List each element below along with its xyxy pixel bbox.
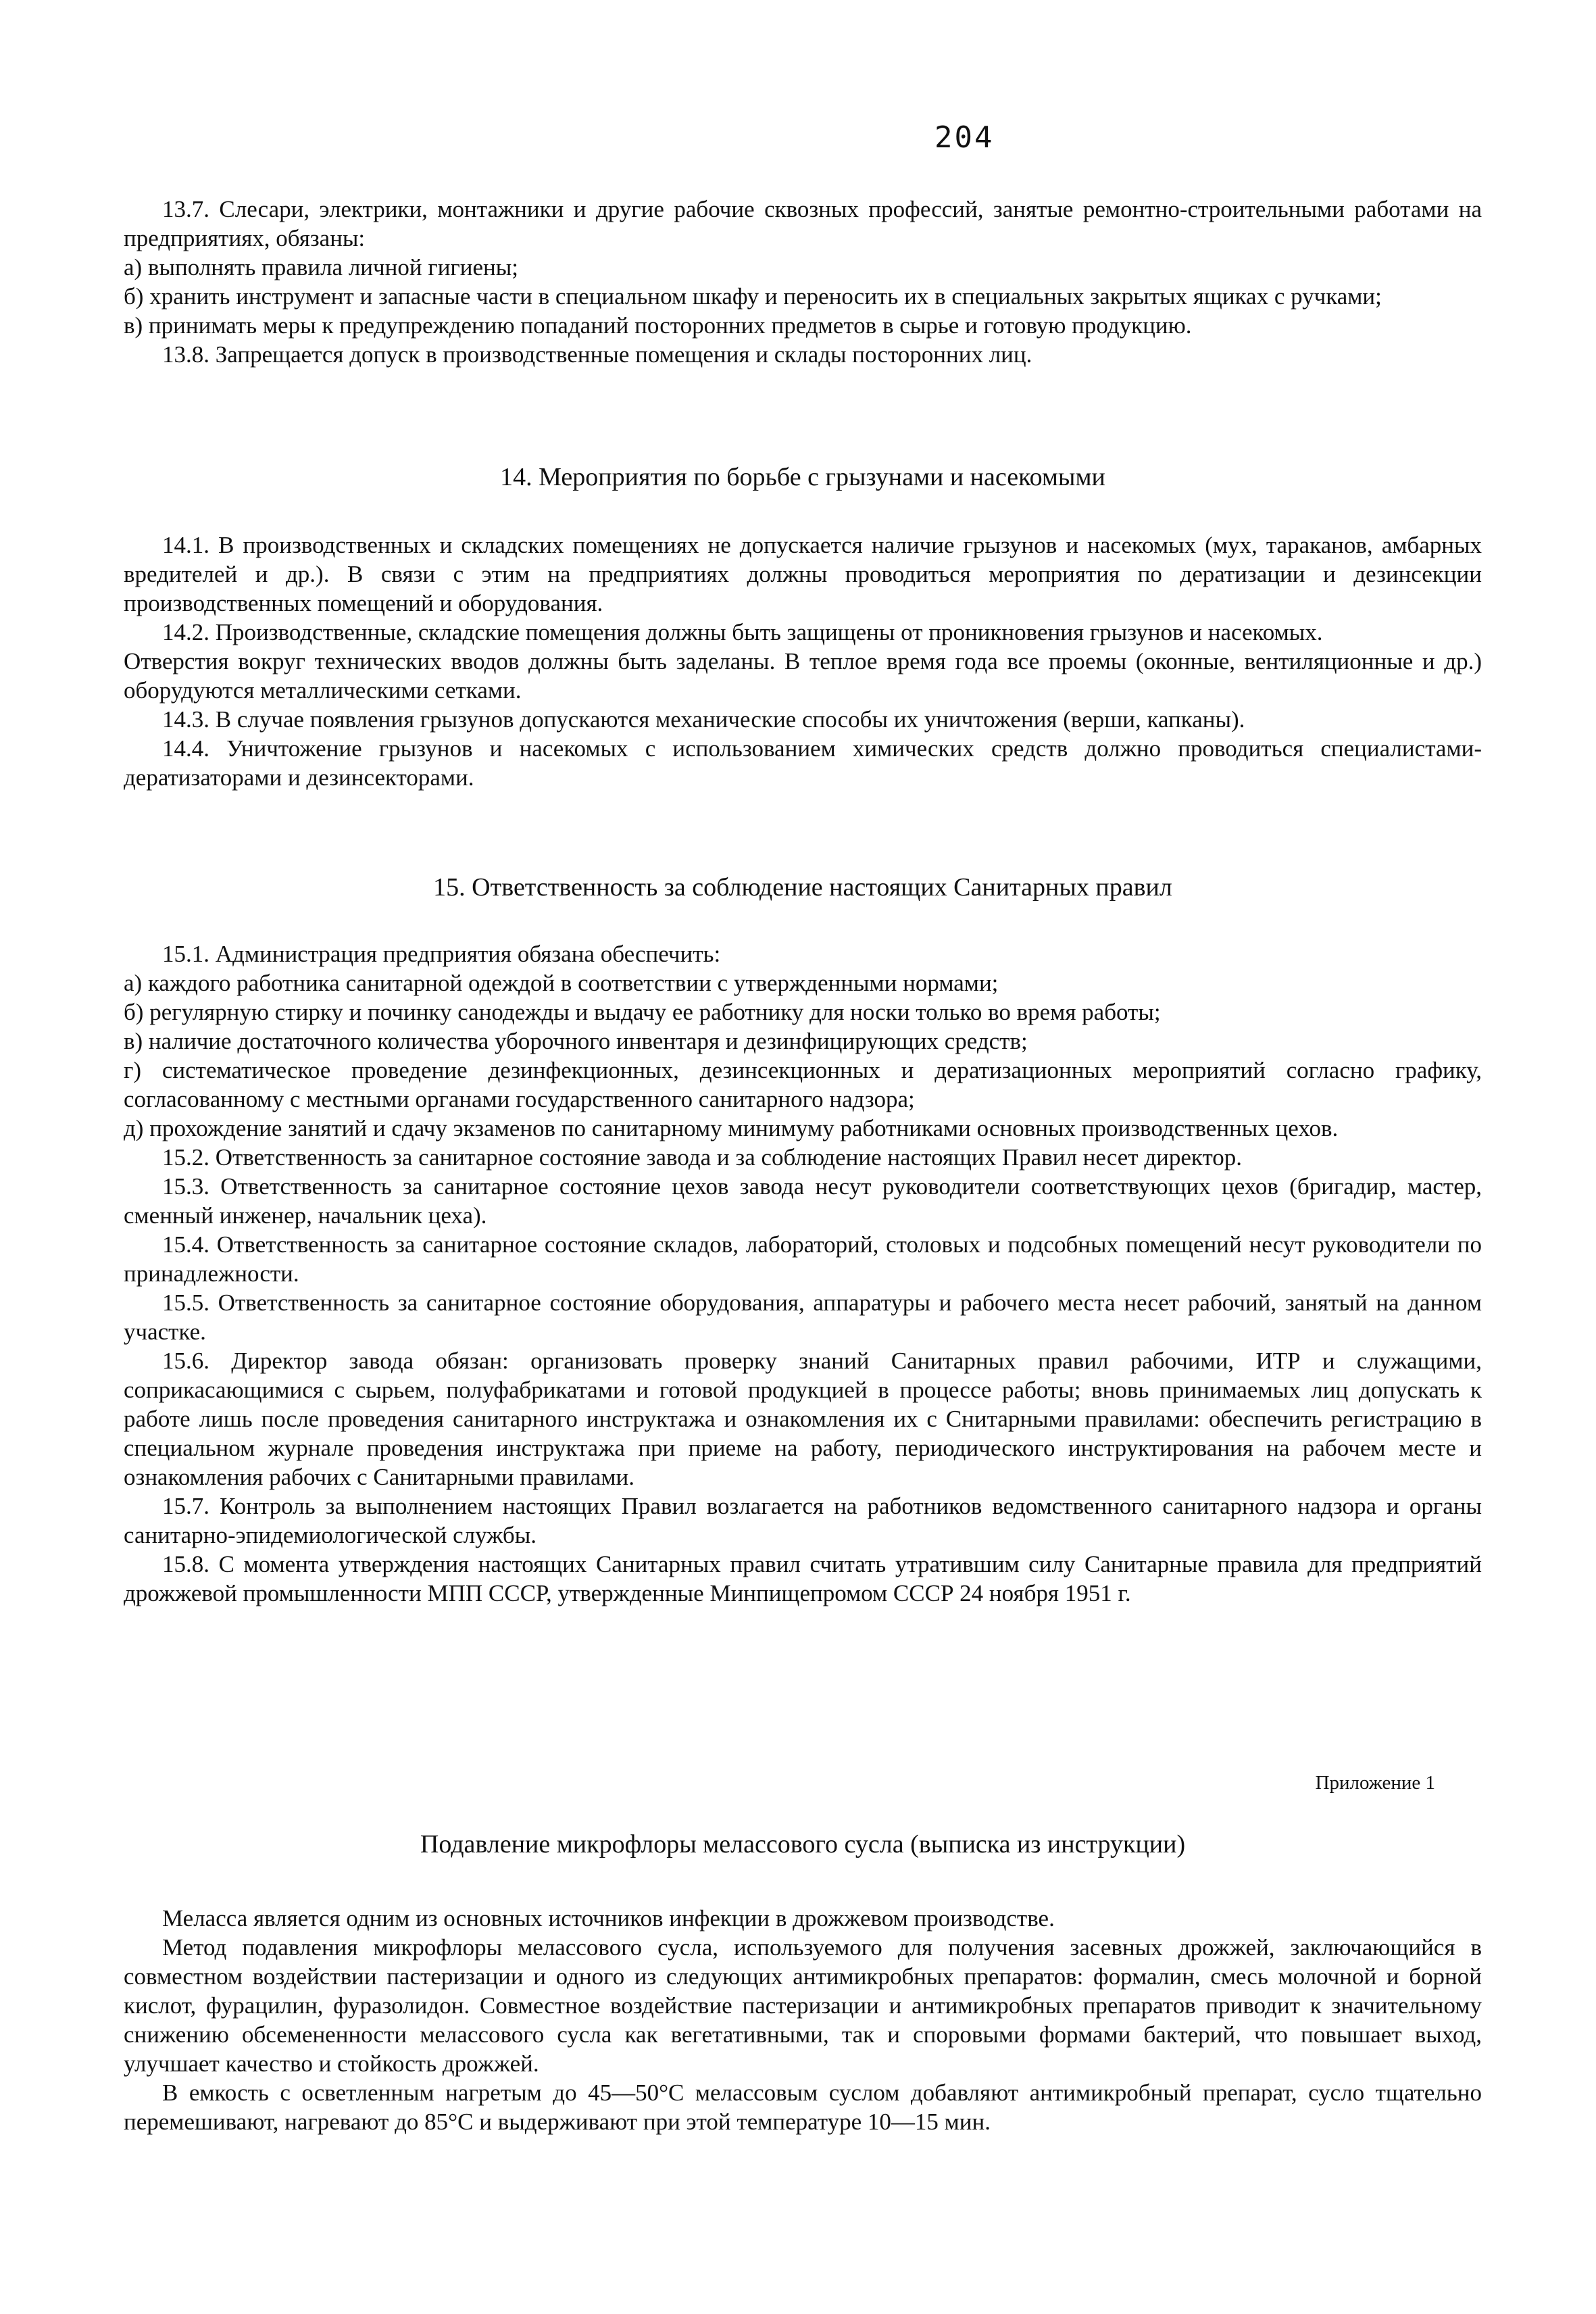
section-14-body (124, 531, 1482, 792)
appendix-heading: Подавление микрофлоры мелассового сусла (выписка из инструкции) (420, 1830, 1186, 1858)
section-13-body (124, 195, 1482, 369)
paragraph-14-2-holes: Отверстия вокруг технических вводов должны быть заделаны. В теплое время года все проемы (оконные, вентиляционные и др.) оборудуются металлическими сетками. (124, 648, 1482, 704)
appendix-paragraph-3: В емкость с осветленным нагретым до 45—50°С мелассовым суслом добавляют антимикробный препарат, сусло тщательно перемешивают, нагревают до 85°С и выдерживают при этой температуре 10—15 мин. (124, 2079, 1482, 2135)
page-number: 204 (934, 120, 995, 155)
item-13-7-b: б) хранить инструмент и запасные части в специальном шкафу и переносить их в специальных закрытых ящиках с ручками; (124, 283, 1382, 310)
paragraph-13-7: 13.7. Слесари, электрики, монтажники и другие рабочие сквозных профессий, занятые ремонтно-строительными работами на предприятиях, обязаны: (124, 196, 1482, 251)
paragraph-14-2: 14.2. Производственные, складские помещения должны быть защищены от проникновения грызунов и насекомых. (162, 619, 1323, 645)
paragraph-15-3: 15.3. Ответственность за санитарное состояние цехов завода несут руководители соответствующих цехов (бригадир, мастер, сменный инженер, начальник цеха). (124, 1173, 1482, 1229)
paragraph-14-3: 14.3. В случае появления грызунов допускаются механические способы их уничтожения (верши, капканы). (162, 706, 1245, 733)
item-13-7-a: а) выполнять правила личной гигиены; (124, 254, 519, 280)
paragraph-15-6: 15.6. Директор завода обязан: организовать проверку знаний Санитарных правил рабочими, ИТР и служащими, соприкасающимися с сырьем, полуфабрикатами и готовой продукцией в процессе работы; вновь принимаемых лиц допускать к работе лишь после проведения санитарного инструктажа и ознакомления их с Снитарными правилами: обеспечить регистрацию в специальном журнале проведения инструктажа при приеме на работу, периодического инструктирования на рабочем месте и ознакомления рабочих с Санитарными правилами. (124, 1348, 1482, 1490)
section-14-heading: 14. Мероприятия по борьбе с грызунами и насекомыми (500, 463, 1105, 491)
appendix-label: Приложение 1 (1315, 1772, 1435, 1794)
paragraph-14-1: 14.1. В производственных и складских помещениях не допускается наличие грызунов и насекомых (мух, тараканов, амбарных вредителей и др.). В связи с этим на предприятиях должны проводиться мероприятия по дератизации и дезинсекции производственных помещений и оборудования. (124, 532, 1482, 616)
section-15-body (124, 939, 1482, 1608)
section-15-heading: 15. Ответственность за соблюдение настоящих Санитарных правил (433, 873, 1172, 902)
paragraph-15-1: 15.1. Администрация предприятия обязана обеспечить: (162, 941, 721, 967)
paragraph-15-2: 15.2. Ответственность за санитарное состояние завода и за соблюдение настоящих Правил несет директор. (162, 1144, 1243, 1171)
paragraph-15-7: 15.7. Контроль за выполнением настоящих Правил возлагается на работников ведомственного санитарного надзора и органы санитарно-эпидемиологической службы. (124, 1493, 1482, 1548)
paragraph-14-4: 14.4. Уничтожение грызунов и насекомых с использованием химических средств должно проводиться специалистами-дератизаторами и дезинсекторами. (124, 735, 1482, 791)
item-15-1-d: д) прохождение занятий и сдачу экзаменов по санитарному минимуму работниками основных производственных цехов. (124, 1115, 1339, 1141)
paragraph-15-4: 15.4. Ответственность за санитарное состояние складов, лабораторий, столовых и подсобных помещений несут руководители по принадлежности. (124, 1231, 1482, 1287)
appendix-body (124, 1904, 1482, 2136)
appendix-paragraph-2: Метод подавления микрофлоры мелассового сусла, используемого для получения засевных дрожжей, заключающийся в совместном воздействии пастеризации и одного из следующих антимикробных препаратов: формалин, смесь молочной и борной кислот, фурацилин, фуразолидон. Совместное воздействие пастеризации и антимикробных препаратов приводит к значительному снижению обсемененности мелассового сусла как вегетативными, так и споровыми формами бактерий, что повышает выход, улучшает качество и стойкость дрожжей. (124, 1934, 1482, 2077)
paragraph-15-8: 15.8. С момента утверждения настоящих Санитарных правил считать утратившим силу Санитарные правила для предприятий дрожжевой промышленности МПП СССР, утвержденные Минпищепромом СССР 24 ноября 1951 г. (124, 1551, 1482, 1606)
item-15-1-b: б) регулярную стирку и починку санодежды и выдачу ее работнику для носки только во время работы; (124, 999, 1161, 1025)
item-13-7-v: в) принимать меры к предупреждению попаданий посторонних предметов в сырье и готовую продукцию. (124, 312, 1192, 339)
appendix-paragraph-1: Меласса является одним из основных источников инфекции в дрожжевом производстве. (162, 1905, 1055, 1931)
paragraph-15-5: 15.5. Ответственность за санитарное состояние оборудования, аппаратуры и рабочего места несет рабочий, занятый на данном участке. (124, 1289, 1482, 1345)
item-15-1-a: а) каждого работника санитарной одеждой в соответствии с утвержденными нормами; (124, 970, 999, 996)
paragraph-13-8: 13.8. Запрещается допуск в производственные помещения и склады посторонних лиц. (162, 341, 1032, 368)
item-15-1-v: в) наличие достаточного количества уборочного инвентаря и дезинфицирующих средств; (124, 1028, 1028, 1054)
item-15-1-g: г) систематическое проведение дезинфекционных, дезинсекционных и дератизационных мероприятий согласно графику, согласованному с местными органами государственного санитарного надзора; (124, 1057, 1482, 1112)
